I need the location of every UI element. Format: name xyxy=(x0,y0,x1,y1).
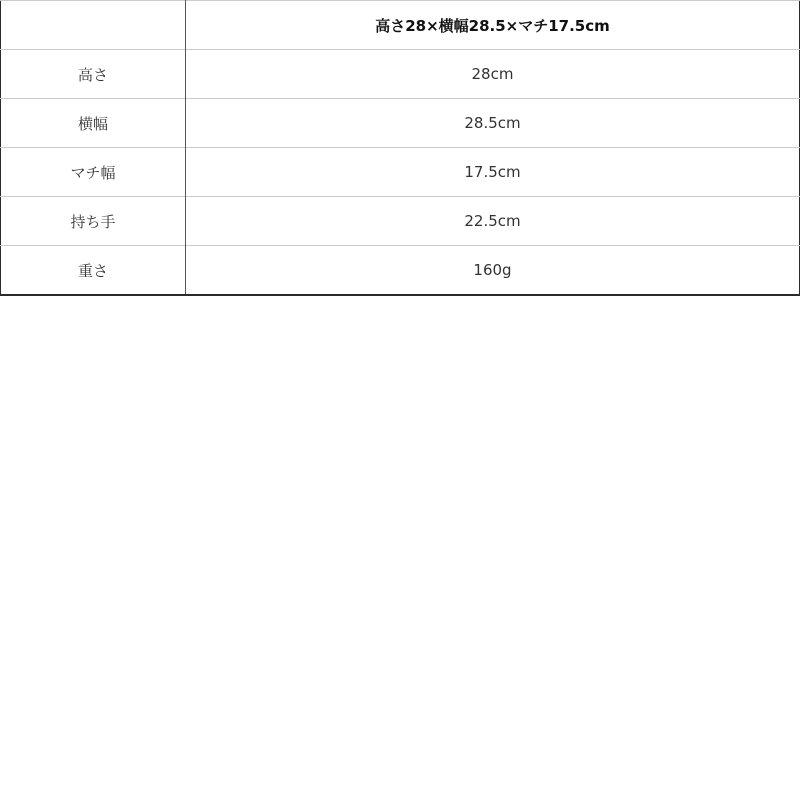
row-label-handle: 持ち手 xyxy=(1,197,186,246)
table-row xyxy=(1,197,800,246)
row-label-width: 横幅 xyxy=(1,99,186,148)
header-empty-cell xyxy=(1,1,186,50)
row-label-height: 高さ xyxy=(1,50,186,99)
size-spec-table xyxy=(0,0,800,296)
row-value-height: 28cm xyxy=(186,50,800,99)
table-row xyxy=(1,246,800,296)
table-row xyxy=(1,148,800,197)
empty-page-area xyxy=(0,296,800,802)
row-value-handle: 22.5cm xyxy=(186,197,800,246)
row-value-gusset: 17.5cm xyxy=(186,148,800,197)
table-row xyxy=(1,99,800,148)
header-title-cell: 高さ28×横幅28.5×マチ17.5cm xyxy=(186,1,800,50)
table-header-row xyxy=(1,1,800,50)
row-label-gusset: マチ幅 xyxy=(1,148,186,197)
row-label-weight: 重さ xyxy=(1,246,186,296)
row-value-weight: 160g xyxy=(186,246,800,296)
row-value-width: 28.5cm xyxy=(186,99,800,148)
table-row xyxy=(1,50,800,99)
